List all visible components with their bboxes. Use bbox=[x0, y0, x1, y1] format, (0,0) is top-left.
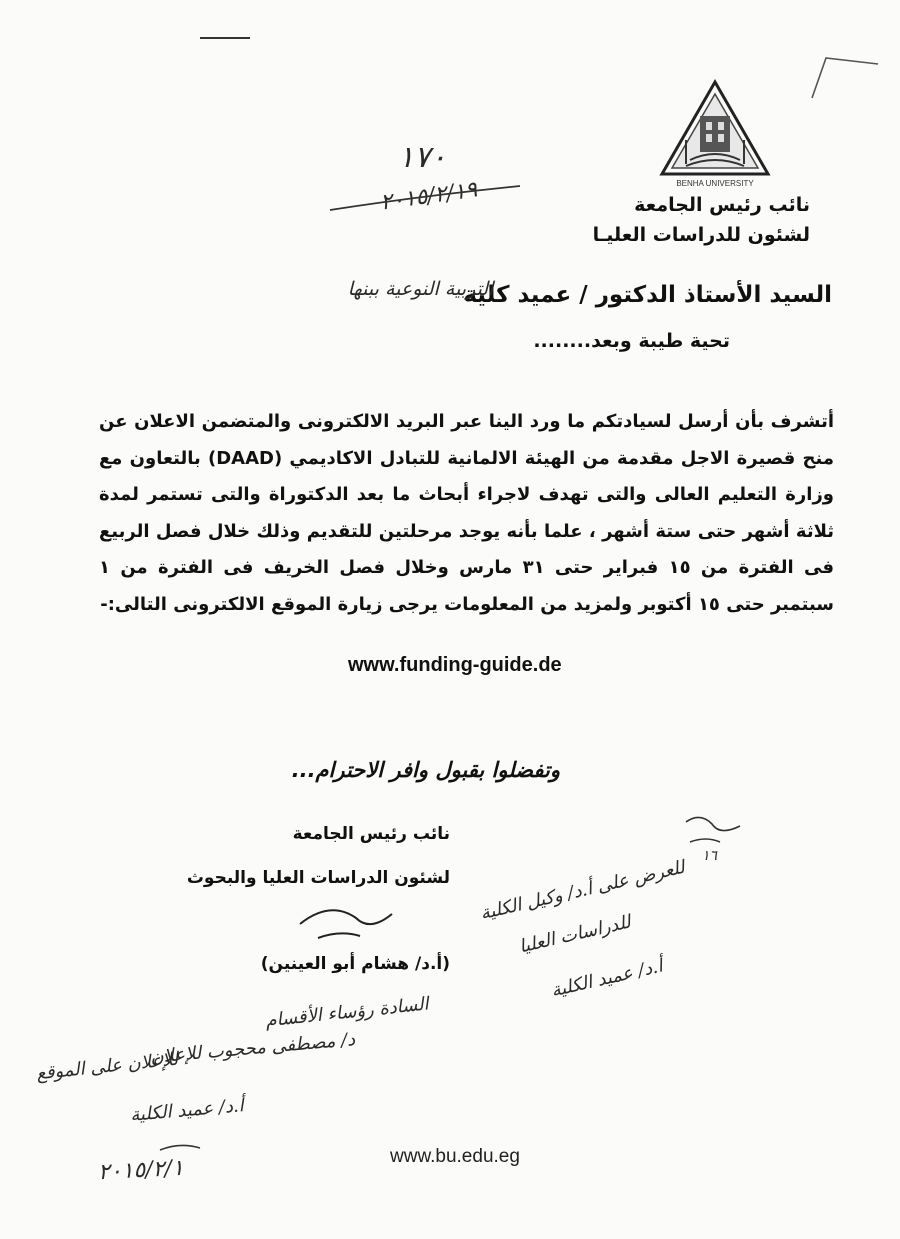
signatory-department: لشئون الدراسات العليا والبحوث bbox=[186, 868, 450, 888]
handwritten-note-line: للدراسات العليا bbox=[517, 911, 633, 958]
reference-date: ٢٠١٥/٢/١٩ bbox=[378, 177, 479, 216]
handwritten-note-line: أ.د/ عميد الكلية bbox=[129, 1095, 245, 1126]
handwritten-faculty-name: التربية النوعية ببنها bbox=[347, 278, 494, 300]
corner-mark bbox=[812, 58, 878, 98]
addressee-line: السيد الأستاذ الدكتور / عميد كلية bbox=[463, 282, 832, 308]
side-initials-scribble bbox=[686, 817, 740, 842]
signatory-title: نائب رئيس الجامعة bbox=[292, 824, 450, 844]
salutation: تحية طيبة وبعد........ bbox=[533, 330, 730, 352]
handwritten-note-line: للإعلان على الموقع bbox=[35, 1048, 180, 1085]
logo-caption: BENHA UNIVERSITY bbox=[676, 179, 754, 188]
university-logo-icon bbox=[656, 78, 774, 190]
handwritten-bottom-date: ٢٠١٥/٢/١ bbox=[97, 1155, 185, 1186]
letter-body: أتشرف بأن أرسل لسيادتكم ما ورد الينا عبر البريد الالكترونى والمتضمن الاعلان عن منح قصيرة الاجل مقدمة من الهيئة الالمانية للتبادل الاكاديمي (DAAD) بالتعاون مع وزارة التعليم العالى والتى تهدف لاجراء أبحاث ما بعد الدكتوراة والتى تستمر لمدة ثلاثة أشهر حتى ستة أشهر ، علما بأنه يوجد مرحلتين للتقديم وذلك خلال فصل الربيع فى الفترة من ١٥ فبراير حتى ٣١ مارس وخلال فصل الخريف فى الفترة من ١ سبتمبر حتى ١٥ أكتوبر ولمزيد من المعلومات يرجى زيارة الموقع الالكترونى التالى:- bbox=[99, 411, 835, 615]
reference-number: ١٧٠ bbox=[398, 140, 447, 175]
letterhead-title: نائب رئيس الجامعة bbox=[634, 194, 810, 216]
footer-website-link[interactable]: www.bu.edu.eg bbox=[390, 1146, 520, 1167]
signature-scribble bbox=[300, 910, 392, 938]
handwritten-note-line: د/ مصطفى محجوب للإعلان bbox=[149, 1029, 356, 1068]
handwritten-note-line: السادة رؤساء الأقسام bbox=[264, 993, 430, 1032]
signatory-name: (أ.د/ هشام أبو العينين) bbox=[260, 954, 450, 974]
date-underline bbox=[160, 1145, 200, 1150]
closing-phrase: وتفضلوا بقبول وافر الاحترام... bbox=[291, 758, 560, 782]
handwritten-note-line: للعرض على أ.د/ وكيل الكلية bbox=[478, 856, 687, 925]
letterhead-subtitle: لشئون للدراسات العليـا bbox=[592, 224, 810, 246]
handwritten-note-line: أ.د/ عميد الكلية bbox=[549, 955, 665, 1002]
funding-website-link[interactable]: www.funding-guide.de bbox=[348, 654, 562, 676]
handwritten-side-number: ١٦ bbox=[702, 848, 718, 864]
